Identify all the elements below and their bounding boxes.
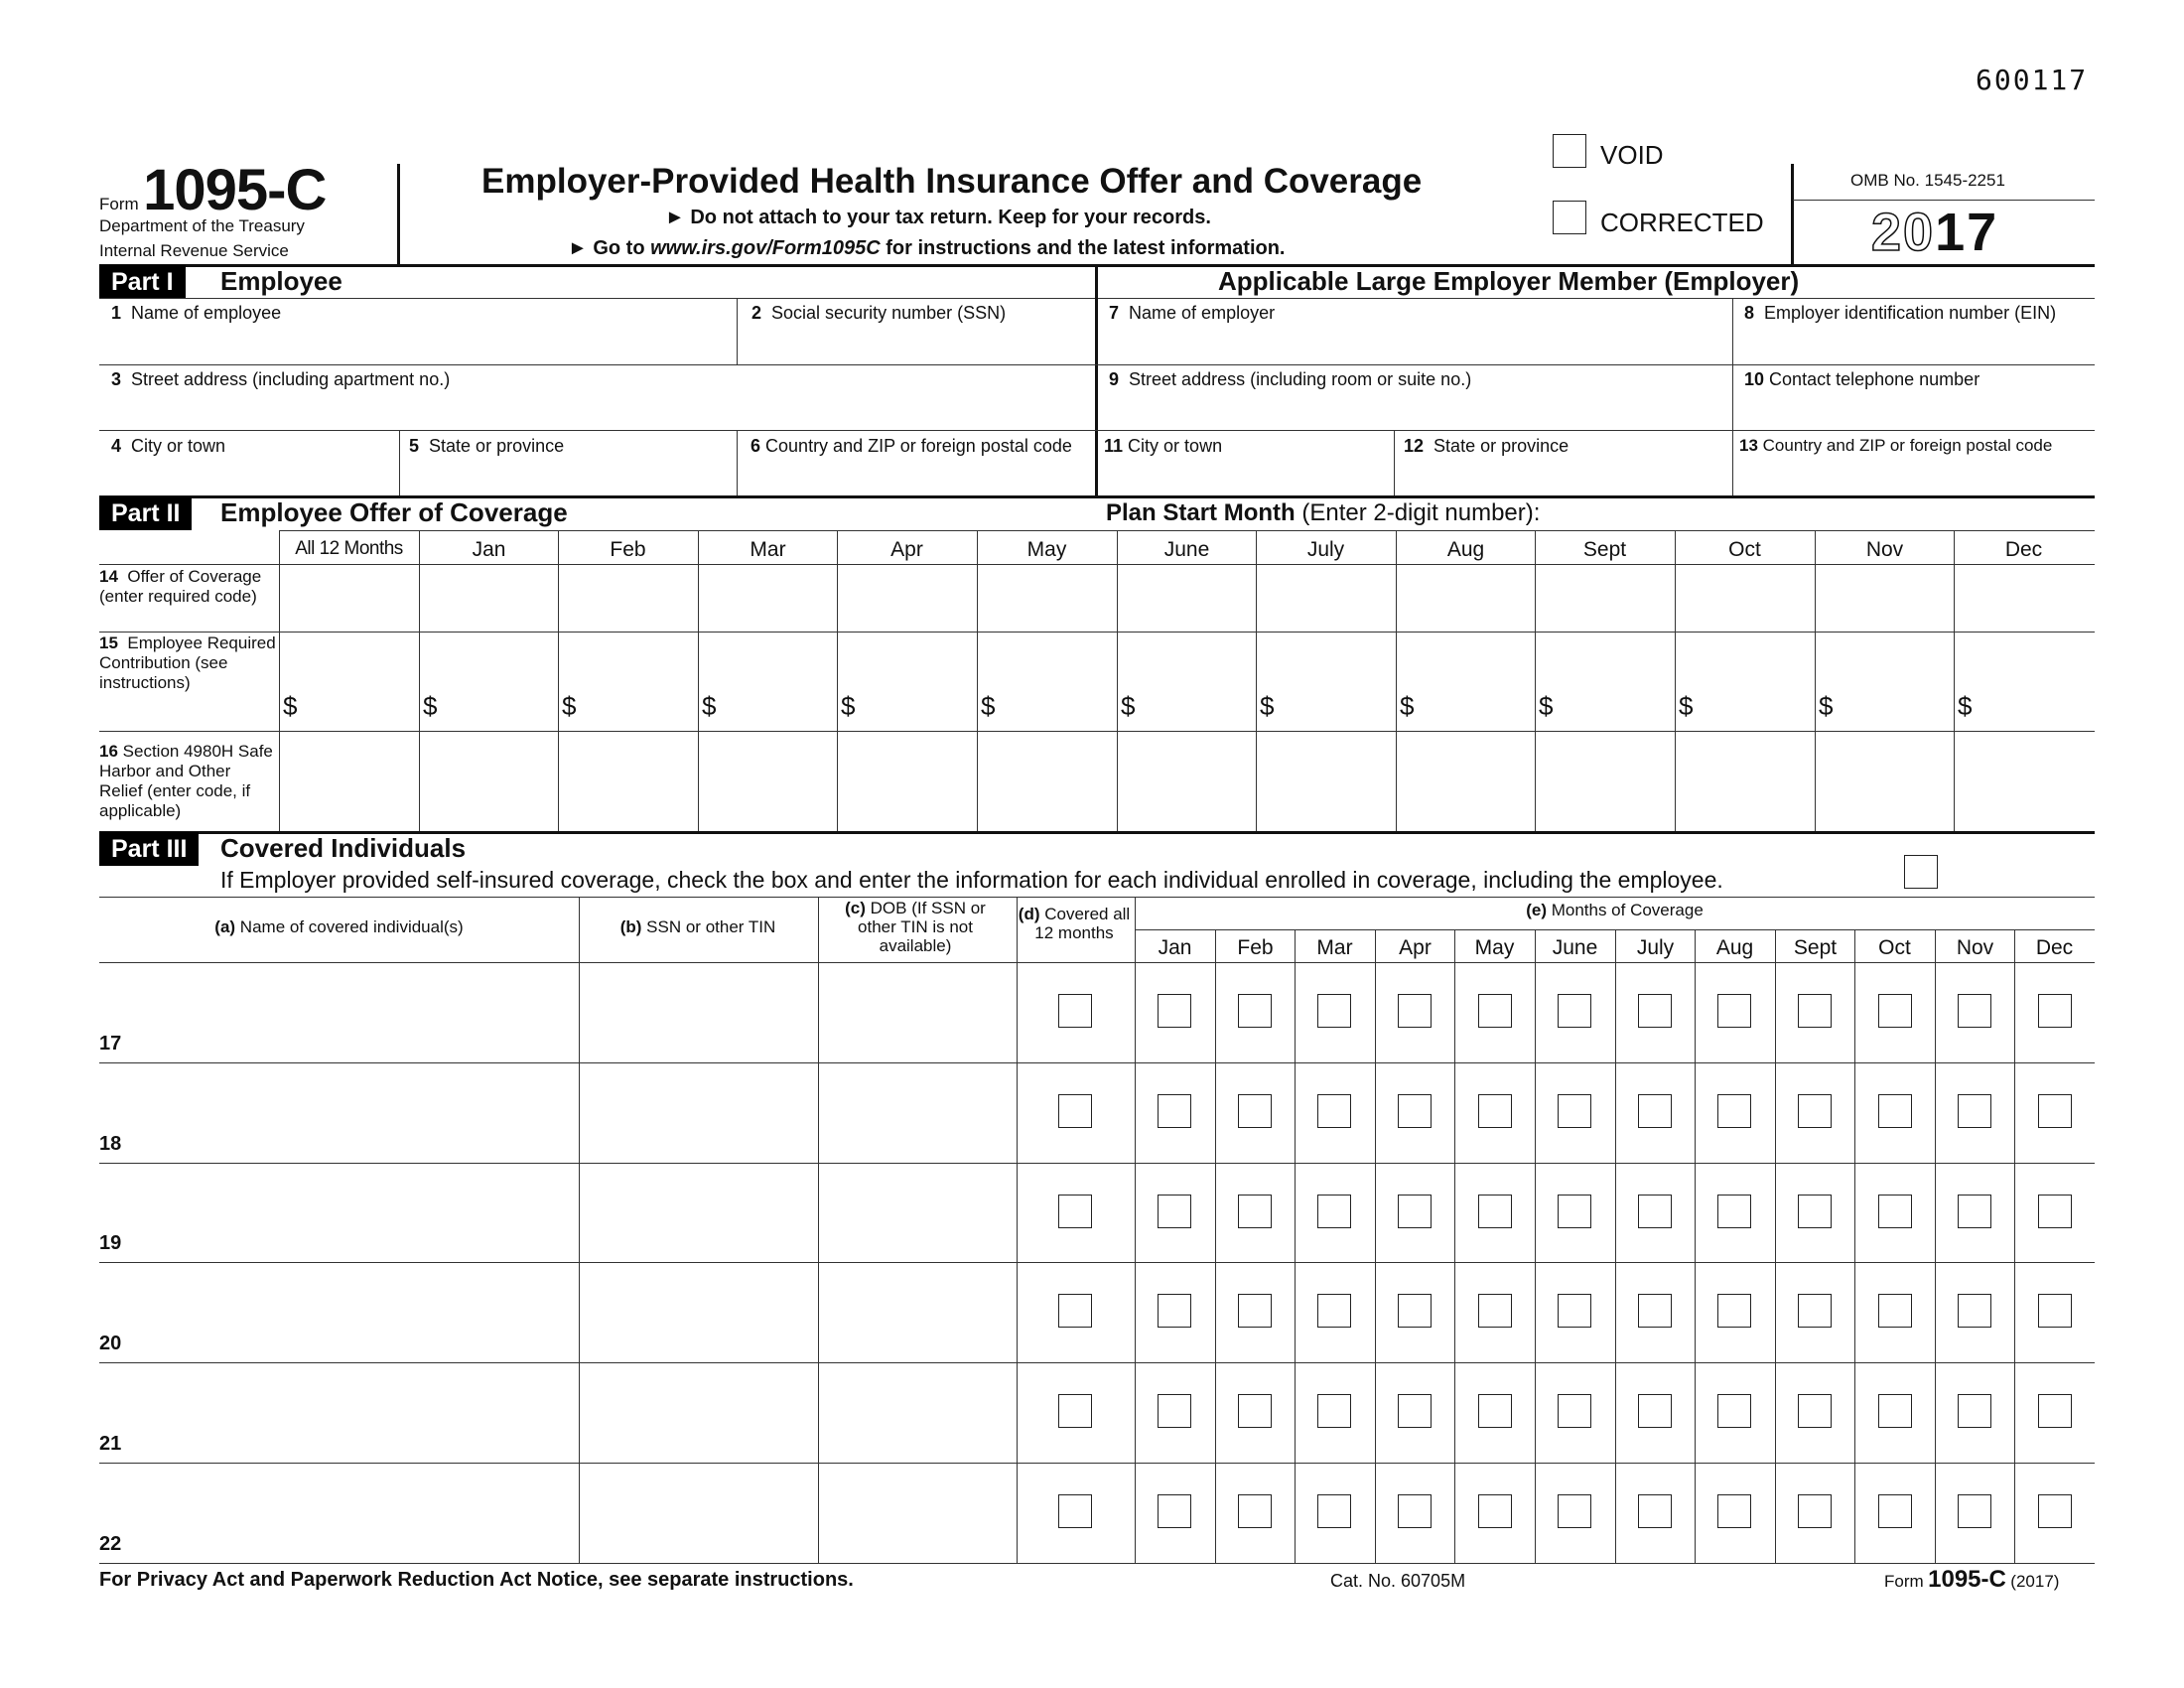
corrected-label: CORRECTED — [1600, 208, 1764, 237]
dollar-sign: $ — [1679, 691, 1694, 721]
line16-cell-jan[interactable] — [421, 733, 557, 829]
dollar-sign: $ — [1121, 691, 1136, 721]
column-header-feb: Feb — [610, 538, 646, 561]
line14-cell-oct[interactable] — [1677, 566, 1813, 630]
row22-name-input[interactable] — [103, 1465, 575, 1561]
employee-city-input[interactable] — [101, 459, 397, 494]
line15-cell-oct[interactable] — [1677, 633, 1813, 729]
line16-cell-sept[interactable] — [1537, 733, 1673, 829]
dollar-sign: $ — [562, 691, 577, 721]
row18-may-checkbox[interactable] — [1478, 1094, 1512, 1128]
row21-ssn-input[interactable] — [583, 1364, 814, 1461]
irs-link[interactable]: www.irs.gov/Form1095C — [650, 237, 881, 259]
row22-nov-checkbox[interactable] — [1958, 1494, 1991, 1528]
row17-oct-checkbox[interactable] — [1878, 994, 1912, 1028]
line16-cell-oct[interactable] — [1677, 733, 1813, 829]
footer-form-number: 1095-C — [1928, 1566, 2006, 1593]
row22-oct-checkbox[interactable] — [1878, 1494, 1912, 1528]
line14-cell-may[interactable] — [979, 566, 1115, 630]
row19-feb-checkbox[interactable] — [1238, 1195, 1272, 1228]
row-number: 20 — [99, 1333, 122, 1354]
row18-dec-checkbox[interactable] — [2038, 1094, 2072, 1128]
row20-mar-checkbox[interactable] — [1317, 1294, 1351, 1328]
month-header-aug: Aug — [1715, 936, 1754, 959]
line14-cell-feb[interactable] — [560, 566, 696, 630]
contact-phone-input[interactable] — [1735, 392, 2093, 428]
month-header-july: July — [1636, 936, 1675, 959]
row17-july-checkbox[interactable] — [1638, 994, 1672, 1028]
row20-oct-checkbox[interactable] — [1878, 1294, 1912, 1328]
employer-state-input[interactable] — [1397, 459, 1729, 494]
row19-may-checkbox[interactable] — [1478, 1195, 1512, 1228]
month-header-nov: Nov — [1956, 936, 1994, 959]
row20-dob-input[interactable] — [822, 1264, 1013, 1360]
row21-name-input[interactable] — [103, 1364, 575, 1461]
dept-treasury: Department of the Treasury — [99, 216, 305, 235]
column-header-sept: Sept — [1582, 538, 1627, 561]
column-header-apr: Apr — [890, 538, 923, 561]
catalog-number: Cat. No. 60705M — [1330, 1571, 1466, 1591]
employee-zip-input[interactable] — [740, 459, 1092, 494]
line16-cell-apr[interactable] — [839, 733, 975, 829]
field-13-label: 13 Country and ZIP or foreign postal code — [1739, 436, 2053, 455]
line14-cell-apr[interactable] — [839, 566, 975, 630]
column-header-may: May — [1026, 538, 1067, 561]
employee-street-input[interactable] — [101, 392, 1092, 428]
row22-aug-checkbox[interactable] — [1717, 1494, 1751, 1528]
field-2-label: 2 Social security number (SSN) — [751, 303, 1007, 323]
field-1-label: 1 Name of employee — [111, 303, 282, 323]
row22-sept-checkbox[interactable] — [1798, 1494, 1832, 1528]
row17-name-input[interactable] — [103, 964, 575, 1060]
part1-employer-title: Applicable Large Employer Member (Employer) — [1218, 266, 1800, 296]
month-header-june: June — [1552, 936, 1598, 959]
row21-sept-checkbox[interactable] — [1798, 1394, 1832, 1428]
plan-start-hint: (Enter 2-digit number): — [1295, 499, 1541, 526]
line14-cell-july[interactable] — [1258, 566, 1394, 630]
line16-cell-july[interactable] — [1258, 733, 1394, 829]
line15-cell-jan[interactable] — [421, 633, 557, 729]
row20-ssn-input[interactable] — [583, 1264, 814, 1360]
line-16-label: 16 Section 4980H Safe Harbor and Other Relief (enter code, if applicable) — [99, 742, 273, 820]
line16-cell-may[interactable] — [979, 733, 1115, 829]
field-10-label: 10 Contact telephone number — [1744, 369, 1980, 389]
row21-feb-checkbox[interactable] — [1238, 1394, 1272, 1428]
row19-all12-checkbox[interactable] — [1058, 1195, 1092, 1228]
row18-oct-checkbox[interactable] — [1878, 1094, 1912, 1128]
row19-name-input[interactable] — [103, 1165, 575, 1261]
row20-all12-checkbox[interactable] — [1058, 1294, 1092, 1328]
month-header-oct: Oct — [1878, 936, 1911, 959]
instruction-keep: ► Do not attach to your tax return. Keep for your records. — [665, 207, 1211, 228]
line-14-label: 14 Offer of Coverage (enter required code) — [99, 567, 262, 606]
row17-mar-checkbox[interactable] — [1317, 994, 1351, 1028]
month-header-may: May — [1474, 936, 1515, 959]
row18-aug-checkbox[interactable] — [1717, 1094, 1751, 1128]
line15-cell-feb[interactable] — [560, 633, 696, 729]
instruction-goto — [568, 237, 1286, 260]
row20-june-checkbox[interactable] — [1558, 1294, 1591, 1328]
field-6-label: 6 Country and ZIP or foreign postal code — [751, 436, 1072, 456]
row18-all12-checkbox[interactable] — [1058, 1094, 1092, 1128]
instruction-goto-pre: ► Go to — [568, 237, 651, 259]
row21-dob-input[interactable] — [822, 1364, 1013, 1461]
row20-sept-checkbox[interactable] — [1798, 1294, 1832, 1328]
column-header-nov: Nov — [1865, 538, 1904, 561]
row22-all12-checkbox[interactable] — [1058, 1494, 1092, 1528]
form-prefix: Form — [99, 195, 139, 213]
field-12-label: 12 State or province — [1404, 436, 1570, 456]
row-number: 17 — [99, 1033, 122, 1055]
dollar-sign: $ — [1819, 691, 1834, 721]
row19-sept-checkbox[interactable] — [1798, 1195, 1832, 1228]
omb-number: OMB No. 1545-2251 — [1850, 171, 2005, 190]
col-b-header: (b) SSN or other TIN — [619, 917, 776, 936]
row21-oct-checkbox[interactable] — [1878, 1394, 1912, 1428]
line16-cell-all-12-months[interactable] — [281, 733, 417, 829]
row18-apr-checkbox[interactable] — [1398, 1094, 1432, 1128]
row20-jan-checkbox[interactable] — [1158, 1294, 1191, 1328]
row21-june-checkbox[interactable] — [1558, 1394, 1591, 1428]
month-header-dec: Dec — [2035, 936, 2074, 959]
line14-cell-aug[interactable] — [1398, 566, 1534, 630]
line15-cell-aug[interactable] — [1398, 633, 1534, 729]
row17-dob-input[interactable] — [822, 964, 1013, 1060]
field-4-label: 4 City or town — [111, 436, 226, 456]
row19-oct-checkbox[interactable] — [1878, 1195, 1912, 1228]
row18-nov-checkbox[interactable] — [1958, 1094, 1991, 1128]
row21-dec-checkbox[interactable] — [2038, 1394, 2072, 1428]
line15-cell-mar[interactable] — [700, 633, 836, 729]
month-header-feb: Feb — [1237, 936, 1274, 959]
row22-mar-checkbox[interactable] — [1317, 1494, 1351, 1528]
row22-dob-input[interactable] — [822, 1465, 1013, 1561]
row17-dec-checkbox[interactable] — [2038, 994, 2072, 1028]
employer-name-input[interactable] — [1099, 326, 1729, 361]
row19-mar-checkbox[interactable] — [1317, 1195, 1351, 1228]
line15-cell-nov[interactable] — [1817, 633, 1953, 729]
footer-year: (2017) — [2010, 1572, 2060, 1591]
col-d-header: (d) Covered all 12 months — [1018, 905, 1131, 942]
row17-may-checkbox[interactable] — [1478, 994, 1512, 1028]
line14-cell-dec[interactable] — [1956, 566, 2092, 630]
line15-cell-may[interactable] — [979, 633, 1115, 729]
corrected-checkbox[interactable] — [1553, 201, 1586, 234]
month-header-sept: Sept — [1793, 936, 1838, 959]
row20-feb-checkbox[interactable] — [1238, 1294, 1272, 1328]
plan-start-label: Plan Start Month — [1106, 499, 1296, 526]
line15-cell-dec[interactable] — [1956, 633, 2092, 729]
line16-cell-dec[interactable] — [1956, 733, 2092, 829]
column-header-aug: Aug — [1446, 538, 1485, 561]
part3-instruction: If Employer provided self-insured coverage, check the box and enter the information for each individual enrolled in coverage, including the employee. — [220, 867, 1723, 893]
line15-cell-all-12-months[interactable] — [281, 633, 417, 729]
dollar-sign: $ — [841, 691, 856, 721]
column-header-jan: Jan — [472, 538, 506, 561]
row22-may-checkbox[interactable] — [1478, 1494, 1512, 1528]
employee-ssn-input[interactable] — [740, 326, 1092, 361]
row18-mar-checkbox[interactable] — [1317, 1094, 1351, 1128]
line16-cell-feb[interactable] — [560, 733, 696, 829]
row20-july-checkbox[interactable] — [1638, 1294, 1672, 1328]
row22-apr-checkbox[interactable] — [1398, 1494, 1432, 1528]
month-header-mar: Mar — [1316, 936, 1353, 959]
column-header-july: July — [1306, 538, 1345, 561]
row22-june-checkbox[interactable] — [1558, 1494, 1591, 1528]
line15-cell-june[interactable] — [1119, 633, 1255, 729]
plan-start-input[interactable] — [1588, 499, 2085, 527]
col-e-header: (e) Months of Coverage — [1526, 901, 1704, 919]
row21-all12-checkbox[interactable] — [1058, 1394, 1092, 1428]
dollar-sign: $ — [981, 691, 996, 721]
row18-jan-checkbox[interactable] — [1158, 1094, 1191, 1128]
tax-year — [1871, 202, 1998, 263]
row17-aug-checkbox[interactable] — [1717, 994, 1751, 1028]
part1-title: Employee — [220, 266, 342, 296]
row22-feb-checkbox[interactable] — [1238, 1494, 1272, 1528]
row21-aug-checkbox[interactable] — [1717, 1394, 1751, 1428]
row19-aug-checkbox[interactable] — [1717, 1195, 1751, 1228]
row19-july-checkbox[interactable] — [1638, 1195, 1672, 1228]
row18-ssn-input[interactable] — [583, 1064, 814, 1161]
month-header-jan: Jan — [1158, 936, 1192, 959]
line16-cell-june[interactable] — [1119, 733, 1255, 829]
row20-apr-checkbox[interactable] — [1398, 1294, 1432, 1328]
form-title: Employer-Provided Health Insurance Offer and Coverage — [481, 162, 1423, 201]
row22-dec-checkbox[interactable] — [2038, 1494, 2072, 1528]
void-label: VOID — [1600, 140, 1664, 170]
field-5-label: 5 State or province — [409, 436, 565, 456]
row18-july-checkbox[interactable] — [1638, 1094, 1672, 1128]
dollar-sign: $ — [1958, 691, 1973, 721]
employer-street-input[interactable] — [1099, 392, 1729, 428]
line15-cell-apr[interactable] — [839, 633, 975, 729]
line14-cell-mar[interactable] — [700, 566, 836, 630]
field-11-label: 11 City or town — [1104, 436, 1223, 456]
dollar-sign: $ — [702, 691, 717, 721]
year-outline: 20 — [1871, 203, 1936, 262]
self-insured-checkbox[interactable] — [1904, 855, 1938, 889]
field-3-label: 3 Street address (including apartment no.) — [111, 369, 451, 389]
line-15-label: 15 Employee Required Contribution (see instructions) — [99, 633, 276, 692]
row17-sept-checkbox[interactable] — [1798, 994, 1832, 1028]
line14-cell-all-12-months[interactable] — [281, 566, 417, 630]
row20-dec-checkbox[interactable] — [2038, 1294, 2072, 1328]
row18-june-checkbox[interactable] — [1558, 1094, 1591, 1128]
row22-jan-checkbox[interactable] — [1158, 1494, 1191, 1528]
row18-sept-checkbox[interactable] — [1798, 1094, 1832, 1128]
row19-june-checkbox[interactable] — [1558, 1195, 1591, 1228]
row18-dob-input[interactable] — [822, 1064, 1013, 1161]
line14-cell-sept[interactable] — [1537, 566, 1673, 630]
row18-feb-checkbox[interactable] — [1238, 1094, 1272, 1128]
row-number: 21 — [99, 1433, 122, 1455]
line16-cell-aug[interactable] — [1398, 733, 1534, 829]
line14-cell-jan[interactable] — [421, 566, 557, 630]
row17-nov-checkbox[interactable] — [1958, 994, 1991, 1028]
row20-aug-checkbox[interactable] — [1717, 1294, 1751, 1328]
instruction-goto-post: for instructions and the latest information. — [880, 237, 1286, 259]
row22-ssn-input[interactable] — [583, 1465, 814, 1561]
employee-name-input[interactable] — [101, 326, 733, 361]
row21-jan-checkbox[interactable] — [1158, 1394, 1191, 1428]
row21-mar-checkbox[interactable] — [1317, 1394, 1351, 1428]
row20-may-checkbox[interactable] — [1478, 1294, 1512, 1328]
column-header-mar: Mar — [750, 538, 786, 561]
col-c-header: (c) DOB (If SSN or other TIN is not available) — [845, 899, 986, 955]
row19-nov-checkbox[interactable] — [1958, 1195, 1991, 1228]
col-a-header: (a) Name of covered individual(s) — [214, 917, 464, 936]
row20-nov-checkbox[interactable] — [1958, 1294, 1991, 1328]
part3-badge: Part III — [99, 832, 199, 866]
row21-july-checkbox[interactable] — [1638, 1394, 1672, 1428]
row18-name-input[interactable] — [103, 1064, 575, 1161]
month-header-apr: Apr — [1399, 936, 1432, 959]
row17-june-checkbox[interactable] — [1558, 994, 1591, 1028]
row21-apr-checkbox[interactable] — [1398, 1394, 1432, 1428]
footer-form-id — [1884, 1566, 2059, 1594]
line16-cell-nov[interactable] — [1817, 733, 1953, 829]
privacy-notice: For Privacy Act and Paperwork Reduction Act Notice, see separate instructions. — [99, 1569, 854, 1591]
row17-apr-checkbox[interactable] — [1398, 994, 1432, 1028]
form-id — [99, 157, 326, 223]
column-header-june: June — [1163, 538, 1210, 561]
row-number: 19 — [99, 1232, 122, 1254]
employee-state-input[interactable] — [402, 459, 735, 494]
employer-city-input[interactable] — [1099, 459, 1392, 494]
column-header-all-12-months: All 12 Months — [295, 538, 403, 559]
row17-ssn-input[interactable] — [583, 964, 814, 1060]
plan-start-month — [1106, 499, 1540, 527]
dollar-sign: $ — [1260, 691, 1275, 721]
void-checkbox[interactable] — [1553, 134, 1586, 168]
part3-title: Covered Individuals — [220, 833, 467, 863]
dollar-sign: $ — [423, 691, 438, 721]
line16-cell-mar[interactable] — [700, 733, 836, 829]
year-bold: 17 — [1935, 203, 1999, 262]
part2-title: Employee Offer of Coverage — [220, 497, 568, 527]
irs-name: Internal Revenue Service — [99, 241, 289, 260]
dollar-sign: $ — [1400, 691, 1415, 721]
row-number: 22 — [99, 1533, 122, 1555]
field-9-label: 9 Street address (including room or suite no.) — [1109, 369, 1472, 389]
part2-badge: Part II — [99, 496, 192, 530]
form-code: 600117 — [1976, 64, 2089, 96]
row21-nov-checkbox[interactable] — [1958, 1394, 1991, 1428]
row17-feb-checkbox[interactable] — [1238, 994, 1272, 1028]
row19-ssn-input[interactable] — [583, 1165, 814, 1261]
row17-jan-checkbox[interactable] — [1158, 994, 1191, 1028]
dollar-sign: $ — [283, 691, 298, 721]
line15-cell-sept[interactable] — [1537, 633, 1673, 729]
column-header-dec: Dec — [2004, 538, 2043, 561]
row20-name-input[interactable] — [103, 1264, 575, 1360]
footer-form-prefix: Form — [1884, 1572, 1924, 1591]
part1-badge: Part I — [99, 265, 186, 299]
row19-dob-input[interactable] — [822, 1165, 1013, 1261]
field-8-label: 8 Employer identification number (EIN) — [1744, 303, 2057, 323]
row19-apr-checkbox[interactable] — [1398, 1195, 1432, 1228]
dollar-sign: $ — [1539, 691, 1554, 721]
employer-zip-input[interactable] — [1735, 459, 2093, 494]
row21-may-checkbox[interactable] — [1478, 1394, 1512, 1428]
line15-cell-july[interactable] — [1258, 633, 1394, 729]
row-number: 18 — [99, 1133, 122, 1155]
row17-all12-checkbox[interactable] — [1058, 994, 1092, 1028]
form-number: 1095-C — [143, 158, 327, 222]
column-header-oct: Oct — [1728, 538, 1761, 561]
employer-ein-input[interactable] — [1735, 326, 2093, 361]
line14-cell-june[interactable] — [1119, 566, 1255, 630]
line14-cell-nov[interactable] — [1817, 566, 1953, 630]
field-7-label: 7 Name of employer — [1109, 303, 1276, 323]
row22-july-checkbox[interactable] — [1638, 1494, 1672, 1528]
row19-jan-checkbox[interactable] — [1158, 1195, 1191, 1228]
row19-dec-checkbox[interactable] — [2038, 1195, 2072, 1228]
